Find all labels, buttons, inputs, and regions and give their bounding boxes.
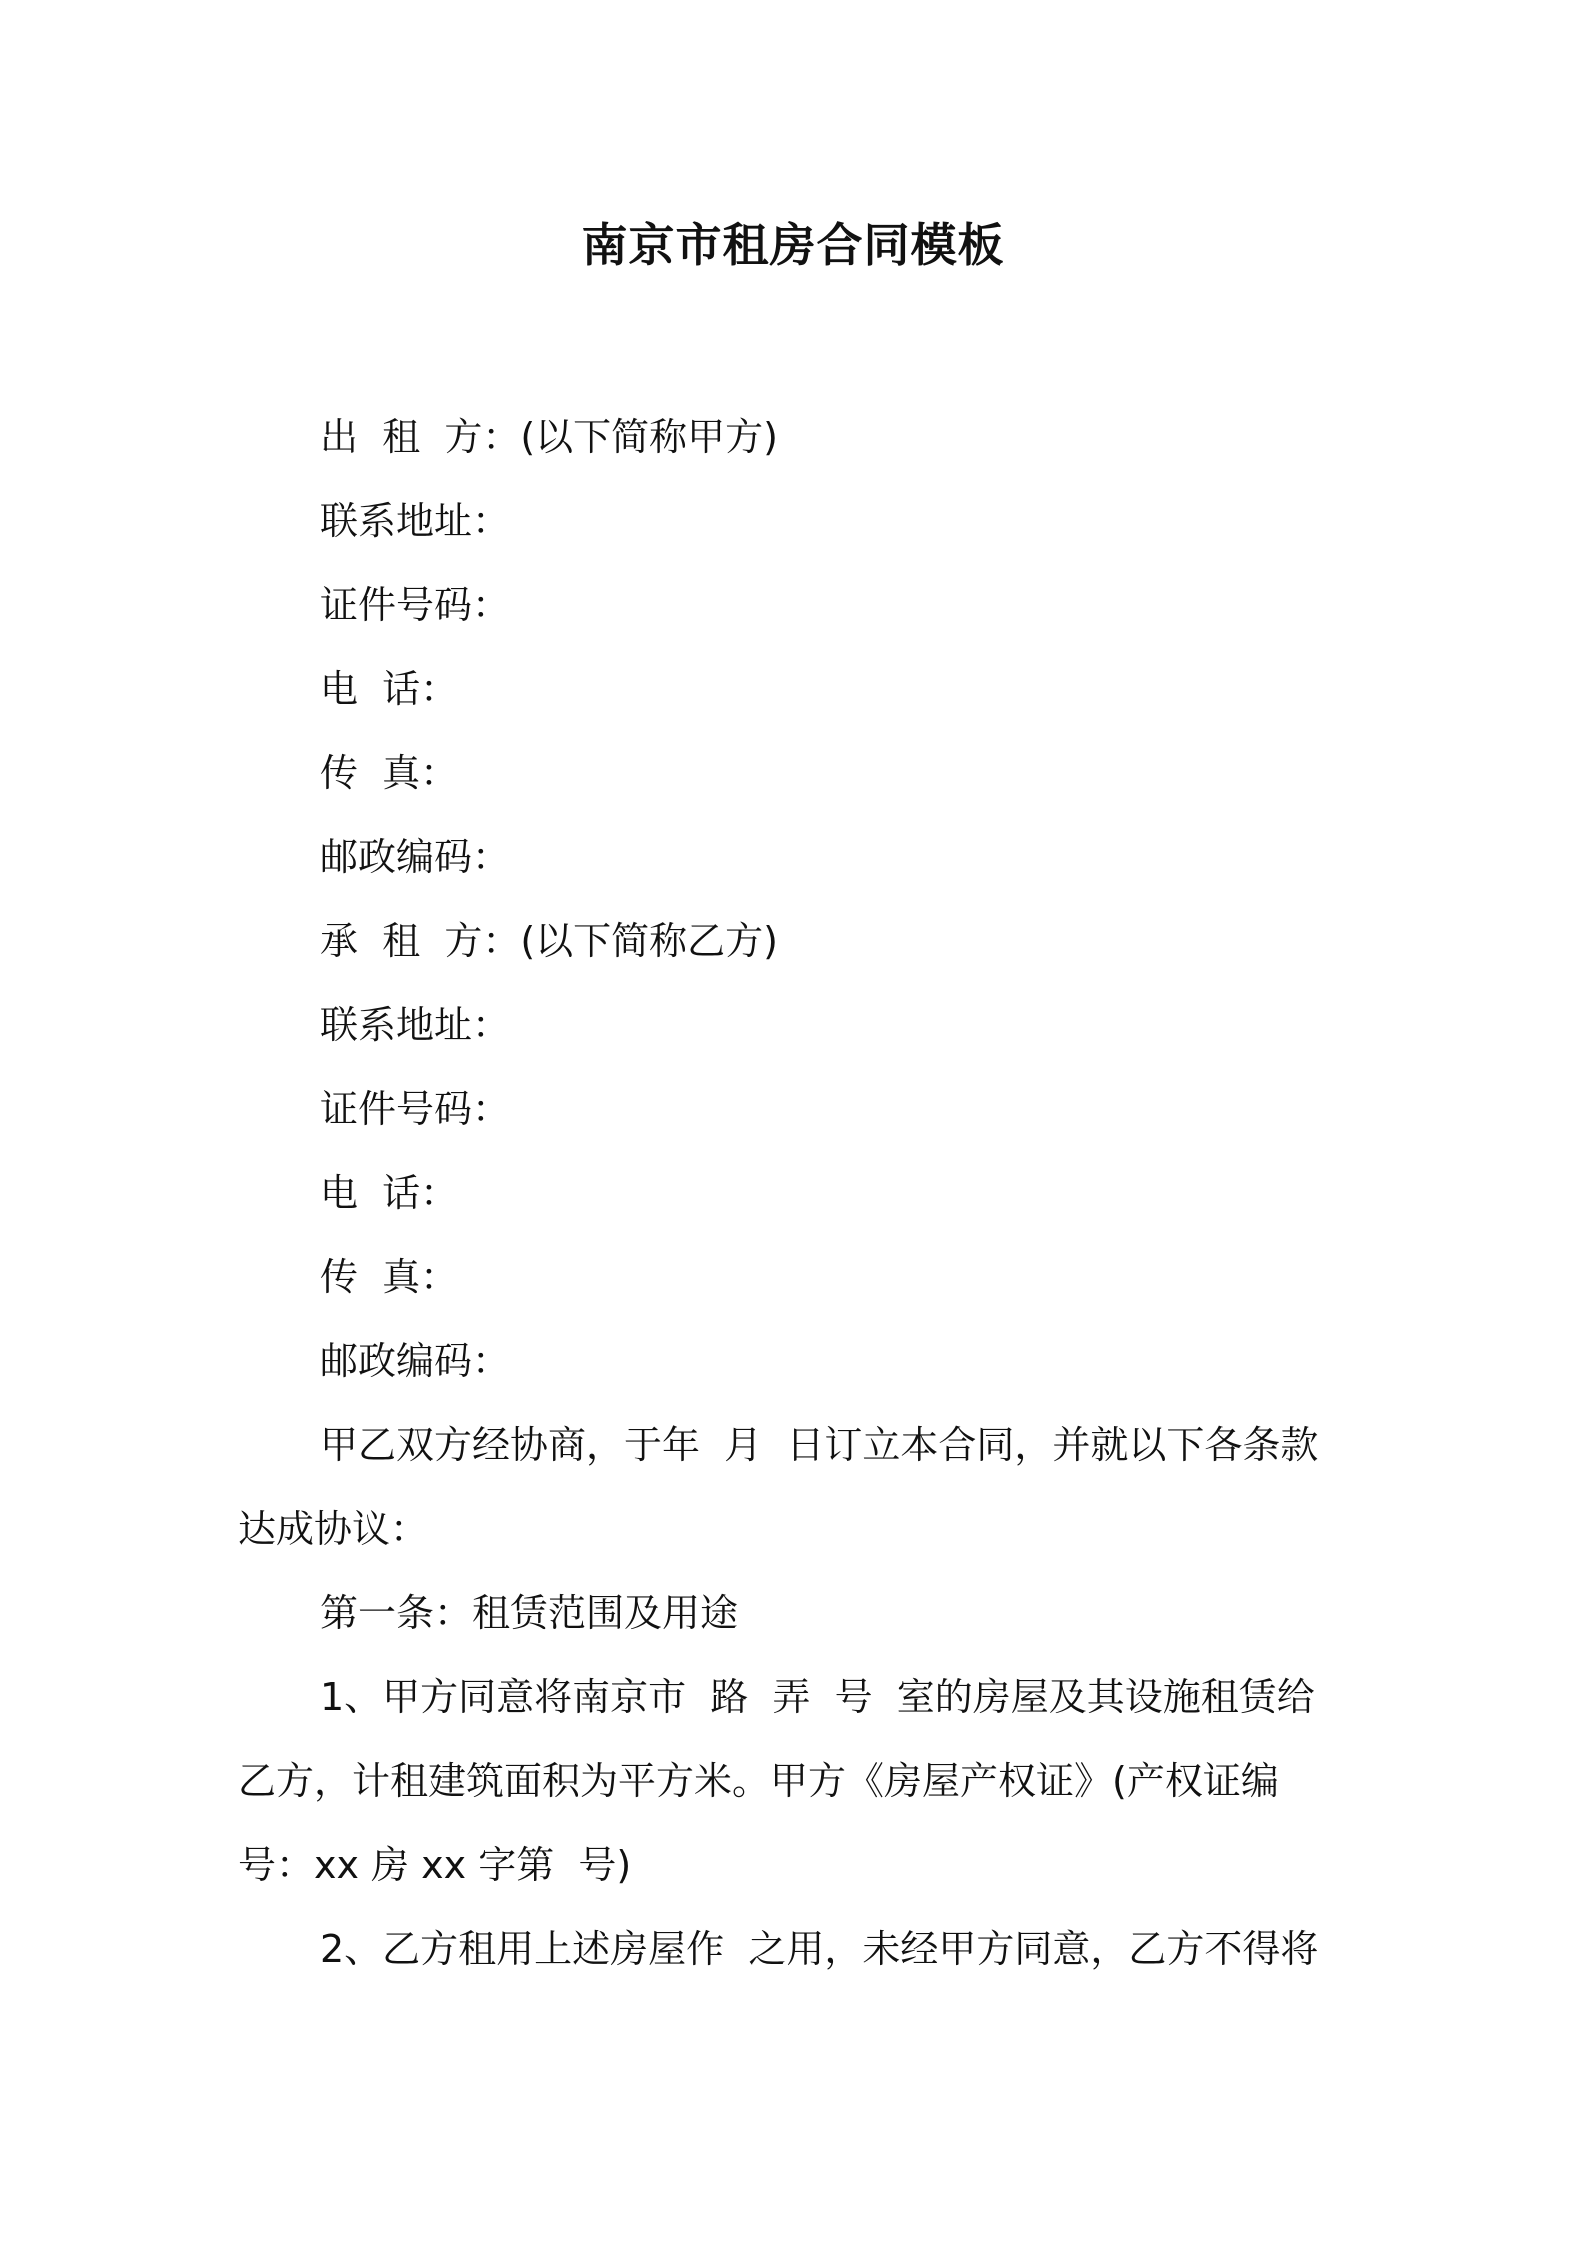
intro-paragraph xyxy=(238,1403,1348,1571)
clause-line: 1、甲方同意将南京市 路 弄 号 室的房屋及其设施租赁给 xyxy=(320,1675,1315,1719)
lessor-id-field: 证件号码： xyxy=(320,583,511,627)
article-1 xyxy=(238,1571,1348,1991)
intro-line: 达成协议： xyxy=(238,1507,429,1551)
lessee-section xyxy=(238,899,1348,1403)
clause-line: 乙方，计租建筑面积为平方米。甲方《房屋产权证》(产权证编 xyxy=(238,1759,1279,1803)
lessor-phone-field: 电 话： xyxy=(320,667,459,711)
lessee-label: 承 租 方：(以下简称乙方) xyxy=(320,919,778,963)
lessee-id-field: 证件号码： xyxy=(320,1087,511,1131)
lessor-fax-field: 传 真： xyxy=(320,751,459,795)
lessor-section xyxy=(238,395,1348,899)
clause-1 xyxy=(238,1655,1348,1907)
clause-line: 号：xx 房 xx 字第 号) xyxy=(238,1843,632,1887)
lessee-phone-field: 电 话： xyxy=(320,1171,459,1215)
lessee-address-field: 联系地址： xyxy=(320,1003,511,1047)
clause-2 xyxy=(238,1907,1348,1991)
lessor-label: 出 租 方：(以下简称甲方) xyxy=(320,415,778,459)
intro-line: 甲乙双方经协商，于年 月 日订立本合同，并就以下各条款 xyxy=(320,1423,1319,1467)
contract-body xyxy=(238,395,1348,1991)
lessor-postcode-field: 邮政编码： xyxy=(320,835,511,879)
lessee-fax-field: 传 真： xyxy=(320,1255,459,1299)
clause-line: 2、乙方租用上述房屋作 之用，未经甲方同意，乙方不得将 xyxy=(320,1927,1319,1971)
article-heading: 第一条：租赁范围及用途 xyxy=(320,1591,739,1635)
document-title: 南京市租房合同模板 xyxy=(581,218,1005,272)
lessee-postcode-field: 邮政编码： xyxy=(320,1339,511,1383)
lessor-address-field: 联系地址： xyxy=(320,499,511,543)
